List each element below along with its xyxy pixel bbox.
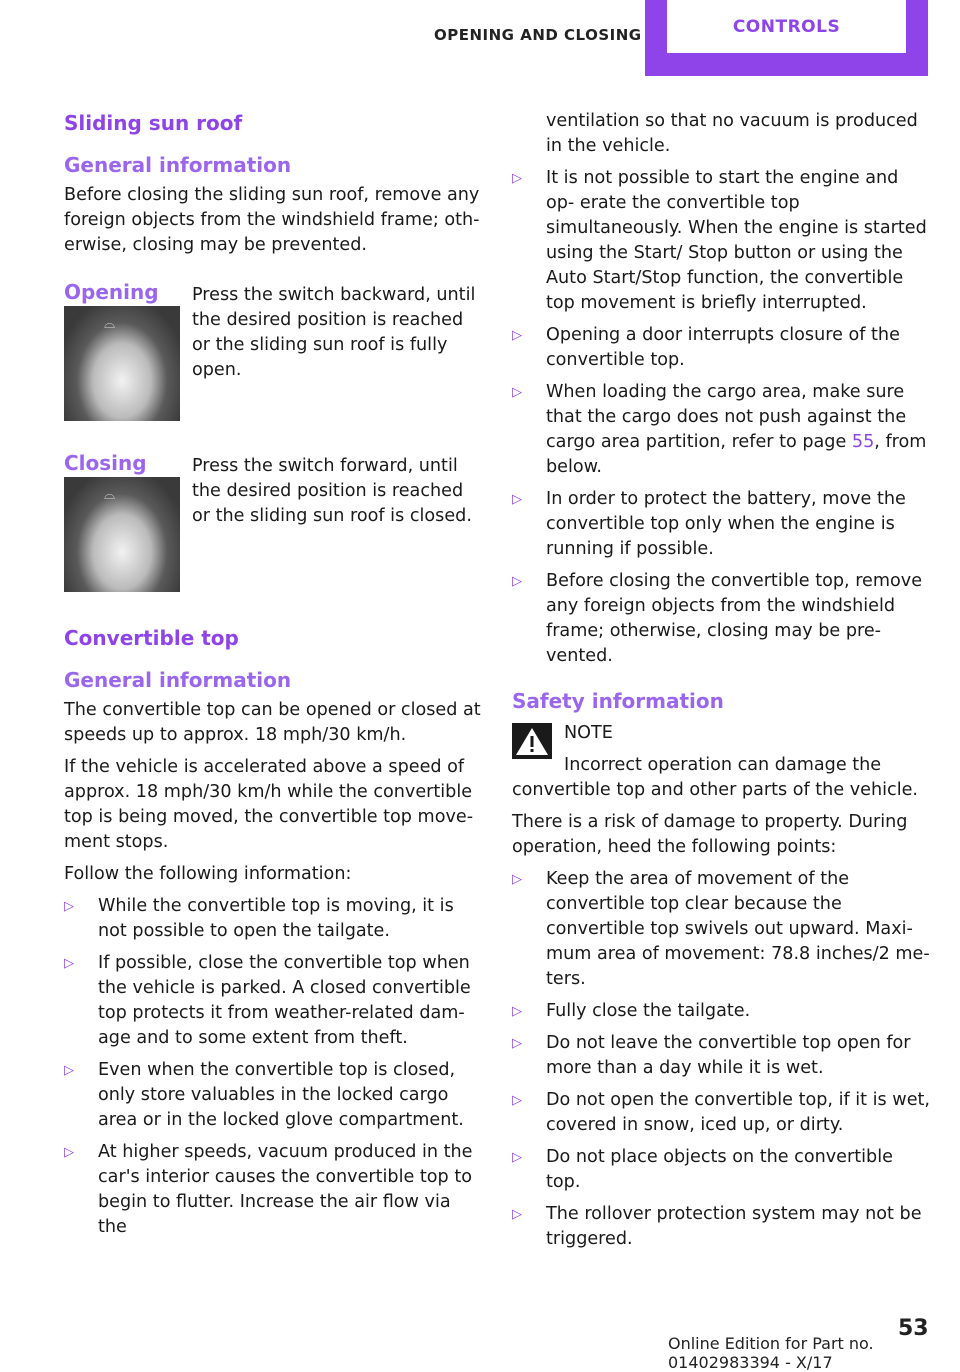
switch-image-opening xyxy=(64,306,180,421)
list-item: ▷ Keep the area of movement of the convertible top clear because the convertible top swivels out upward. Maxi‐ mum area of movement: 78.8 inches/2 me‐ ters. xyxy=(512,869,930,989)
triangle-icon: ▷ xyxy=(512,1093,522,1108)
page-link[interactable]: 55 xyxy=(851,432,875,452)
safety-list xyxy=(512,867,930,1252)
heading-general-information: General information xyxy=(64,153,292,177)
car-icon: ⌓ xyxy=(104,487,116,503)
heading-safety-information: Safety information xyxy=(512,689,724,713)
heading-closing: Closing xyxy=(64,451,147,475)
note-title: NOTE xyxy=(564,723,613,743)
page-header xyxy=(0,0,960,76)
triangle-icon: ▷ xyxy=(512,1036,522,1051)
note-text-continued: convertible top and other parts of the vehicle. xyxy=(512,780,919,800)
triangle-icon: ▷ xyxy=(512,171,522,186)
list-item-continuation: ventilation so that no vacuum is produced in the vehicle. xyxy=(546,111,918,156)
note-text: Incorrect operation can damage the xyxy=(564,755,882,775)
list-item: ▷ Do not place objects on the convertible top. xyxy=(512,1147,893,1192)
triangle-icon: ▷ xyxy=(64,899,74,914)
header-tab xyxy=(645,0,928,76)
triangle-icon: ▷ xyxy=(512,1150,522,1165)
triangle-icon: ▷ xyxy=(64,1063,74,1078)
left-column xyxy=(64,109,484,1247)
page-number: 53 xyxy=(898,1316,929,1341)
list-item: ▷ The rollover protection system may not be triggered. xyxy=(512,1204,922,1249)
list-item: ▷ If possible, close the convertible top when the vehicle is parked. A closed convertible top protects it from weather-related dam‐ age and to some extent from theft. xyxy=(64,953,471,1048)
footer-edition: Online Edition for Part no. 01402983394 - X/17 xyxy=(668,1334,874,1372)
list-item: ▷ Fully close the tailgate. xyxy=(512,999,930,1024)
paragraph-risk: There is a risk of damage to property. During operation, heed the following points: xyxy=(512,812,908,857)
paragraph-follow: Follow the following information: xyxy=(64,864,352,884)
list-item: ▷ Do not leave the convertible top open for more than a day while it is wet. xyxy=(512,1033,911,1078)
convertible-info-list xyxy=(64,894,484,1240)
triangle-icon: ▷ xyxy=(512,1207,522,1222)
heading-sliding-sun-roof: Sliding sun roof xyxy=(64,111,243,135)
car-icon: ⌓ xyxy=(104,316,116,332)
header-tab-label: CONTROLS xyxy=(667,0,906,53)
warning-icon xyxy=(512,723,552,759)
list-item: ▷ It is not possible to start the engine and op‐ erate the convertible top simultaneously. When the engine is started using the Start/ Stop button or using the Auto Start/Stop function, the convertible top movement is briefly interrupted. xyxy=(512,168,927,313)
triangle-icon: ▷ xyxy=(512,492,522,507)
list-item: ▷ Opening a door interrupts closure of the convertible top. xyxy=(512,325,900,370)
triangle-icon: ▷ xyxy=(512,574,522,589)
list-item: ▷ When loading the cargo area, make sure that the cargo does not push against the cargo area partition, refer to page 55, from below. xyxy=(512,382,927,477)
closing-instructions: Press the switch forward, until the desired position is reached or the sliding sun roof is closed. xyxy=(192,456,472,526)
list-item: ▷ In order to protect the battery, move the convertible top only when the engine is running if possible. xyxy=(512,489,906,559)
triangle-icon: ▷ xyxy=(512,1004,522,1019)
list-item: ▷ Before closing the convertible top, remove any foreign objects from the windshield frame; otherwise, closing may be pre‐ vented. xyxy=(512,571,923,666)
list-item: ▷ Even when the convertible top is closed, only store valuables in the locked cargo area or in the locked glove compartment. xyxy=(64,1060,464,1130)
triangle-icon: ▷ xyxy=(64,956,74,971)
triangle-icon: ▷ xyxy=(512,328,522,343)
opening-instructions: Press the switch backward, until the desired position is reached or the sliding sun roof is fully open. xyxy=(192,285,476,380)
note-block xyxy=(512,721,930,778)
heading-opening: Opening xyxy=(64,280,159,304)
heading-convertible-top: Convertible top xyxy=(64,626,239,650)
list-item: ▷ At higher speeds, vacuum produced in the car's interior causes the convertible top to begin to flutter. Increase the air flow via the xyxy=(64,1142,473,1237)
paragraph-acceleration: If the vehicle is accelerated above a speed of approx. 18 mph/30 km/h while the convertible top is being moved, the convertible top move‐ ment stops. xyxy=(64,757,474,852)
triangle-icon: ▷ xyxy=(64,1145,74,1160)
paragraph-speed: The convertible top can be opened or closed at speeds up to approx. 18 mph/30 km/h. xyxy=(64,700,481,745)
right-column xyxy=(512,109,930,1259)
paragraph-general-sunroof: Before closing the sliding sun roof, remove any foreign objects from the windshield frame; oth‐ erwise, closing may be prevented. xyxy=(64,185,480,255)
triangle-icon: ▷ xyxy=(512,385,522,400)
header-section-title: OPENING AND CLOSING xyxy=(434,26,642,44)
list-item: ▷ Do not open the convertible top, if it is wet, covered in snow, iced up, or dirty. xyxy=(512,1090,931,1135)
switch-image-closing xyxy=(64,477,180,592)
list-item: ▷ While the convertible top is moving, it is not possible to open the tailgate. xyxy=(64,896,454,941)
convertible-info-list-continued xyxy=(512,109,930,669)
heading-general-information-2: General information xyxy=(64,668,292,692)
triangle-icon: ▷ xyxy=(512,872,522,887)
